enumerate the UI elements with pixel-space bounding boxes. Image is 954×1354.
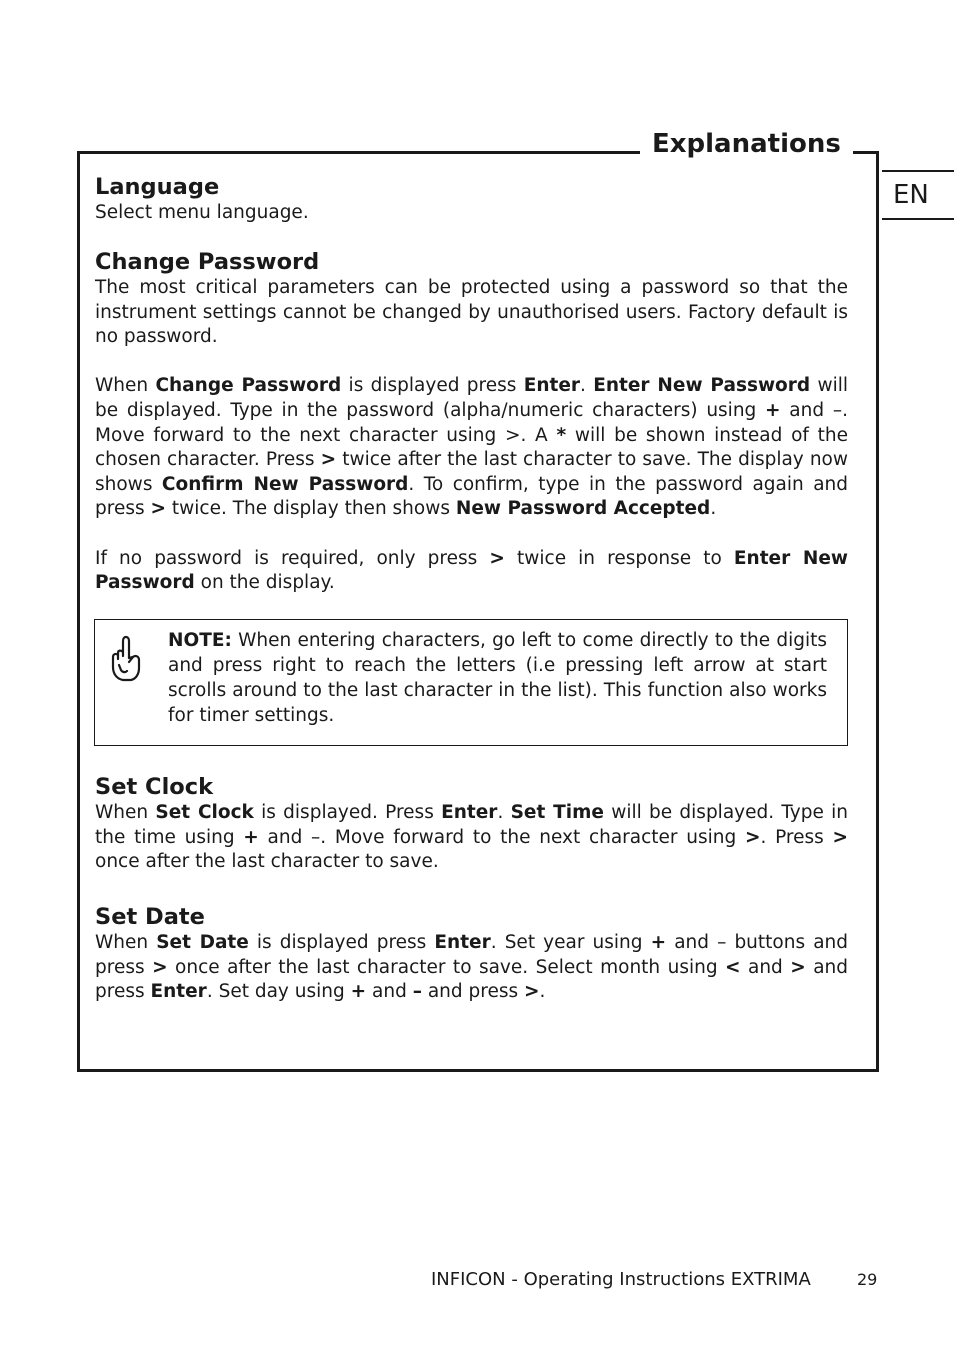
footer-title: INFICON - Operating Instructions EXTRIMA xyxy=(431,1269,811,1290)
paragraph: When Set Clock is displayed. Press Enter. Set Time will be displayed. Type in the time using + and –. Move forward to the next character using >. Press > once after the last character to save. xyxy=(95,802,849,873)
paragraph: The most critical parameters can be protected using a password so that the instrument settings cannot be changed by unauthorised users. Factory default is no password. xyxy=(95,277,848,348)
paragraph: When Set Date is displayed press Enter. Set year using + and – buttons and press > once after the last character to save. Select month using < and > and press Enter. Set day using + and – and press >. xyxy=(95,932,849,1003)
section-set-date xyxy=(95,903,848,1005)
note-text: NOTE: When entering characters, go left to come directly to the digits and press right to reach the letters (i.e pressing left arrow at start scrolls around to the last character in the list). This function also works for timer settings. xyxy=(168,630,827,726)
pointing-hand-icon xyxy=(109,634,143,684)
section-heading: Change Password xyxy=(95,249,320,275)
section-body: Select menu language. xyxy=(95,202,309,223)
page-title: Explanations xyxy=(640,127,853,161)
section-heading: Set Clock xyxy=(95,774,214,800)
paragraph: If no password is required, only press > twice in response to Enter New Password on the display. xyxy=(95,547,848,594)
section-heading: Set Date xyxy=(95,904,205,930)
section-language xyxy=(95,173,848,226)
page-number: 29 xyxy=(857,1270,878,1289)
section-change-password xyxy=(95,248,848,596)
section-heading: Language xyxy=(95,174,220,200)
section-set-clock xyxy=(95,773,848,875)
language-tab-label: EN xyxy=(893,180,929,210)
note-box xyxy=(94,619,848,746)
language-tab xyxy=(882,170,954,220)
paragraph: When Change Password is displayed press Enter. Enter New Password will be displayed. Type in the password (alpha/numeric characters) using + and –. Move forward to the next character using >. A * will be shown instead of the chosen character. Press > twice after the last character to save. The display now shows Confirm New Password. To confirm, type in the password again and press > twice. The display then shows New Password Accepted. xyxy=(95,375,849,520)
